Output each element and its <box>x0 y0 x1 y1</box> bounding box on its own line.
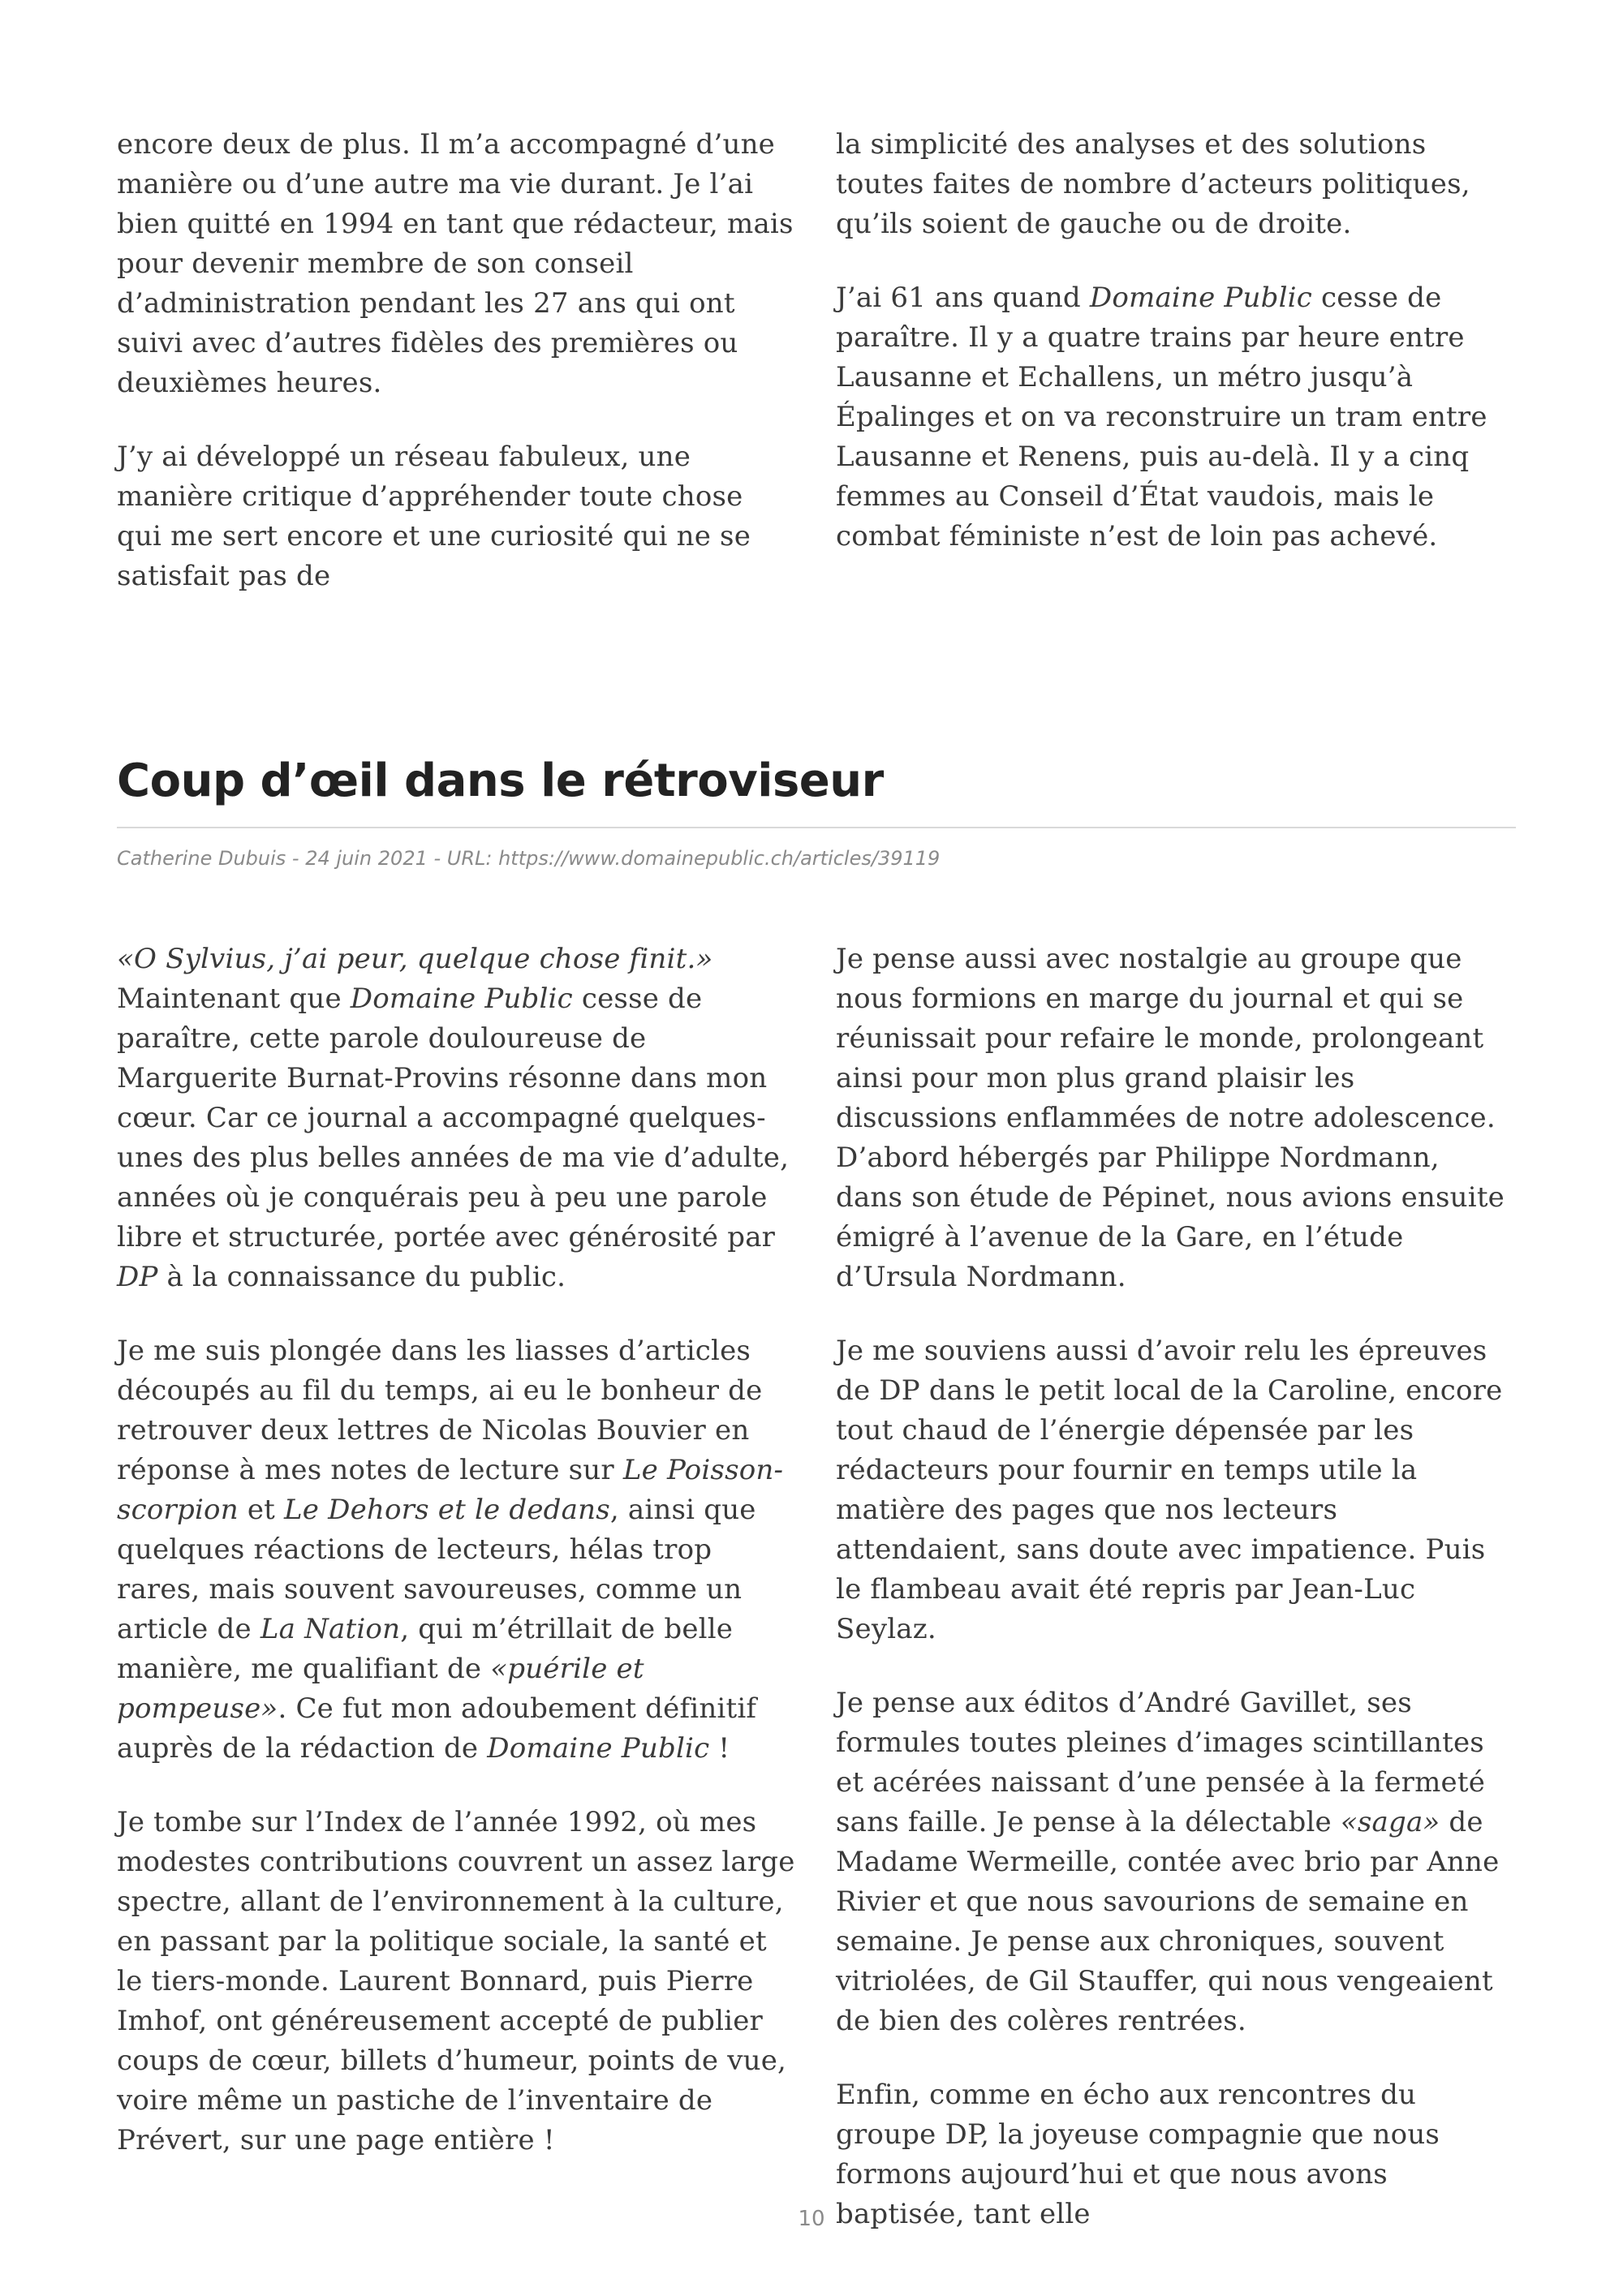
paragraph: J’ai 61 ans quand Domaine Public cesse de paraître. Il y a quatre trains par heure entre Lausanne et Echallens, un métro jusqu’à Épalinges et on va reconstruire un tram entre Lausanne et Renens, puis au-delà. Il y a cinq femmes au Conseil d’État vaudois, mais le combat féministe n’est de loin pas achevé. <box>836 282 1487 553</box>
paragraph: Je tombe sur l’Index de l’année 1992, où mes modestes contributions couvrent un assez large spectre, allant de l’environnement à la culture, en passant par la politique sociale, la santé et le tiers-monde. Laurent Bonnard, puis Pierre Imhof, ont généreusement accepté de publier coups de cœur, billets d’humeur, points de vue, voire même un pastiche de l’inventaire de Prévert, sur une page entière ! <box>117 1806 795 2156</box>
title-divider <box>117 827 1516 828</box>
paragraph: la simplicité des analyses et des solutions toutes faites de nombre d’acteurs politiques, qu’ils soient de gauche ou de droite. <box>836 128 1470 240</box>
article-left-column <box>117 939 795 2161</box>
paragraph: encore deux de plus. Il m’a accompagné d’une manière ou d’une autre ma vie durant. Je l’ai bien quitté en 1994 en tant que rédacteur, mais pour devenir membre de son conseil d’administration pendant les 27 ans qui ont suivi avec d’autres fidèles des premières ou deuxièmes heures. <box>117 128 794 399</box>
paragraph: Je pense aux éditos d’André Gavillet, ses formules toutes pleines d’images scintillantes et acérées naissant d’une pensée à la fermeté sans faille. Je pense à la délectable «saga» de Madame Wermeille, contée avec brio par Anne Rivier et que nous savourions de semaine en semaine. Je pense aux chroniques, souvent vitriolées, de Gil Stauffer, qui nous vengeaient de bien des colères rentrées. <box>836 1687 1500 2037</box>
page-number: 10 <box>798 2207 825 2231</box>
paragraph: Je pense aussi avec nostalgie au groupe que nous formions en marge du journal et qui se réunissait pour refaire le monde, prolongeant ainsi pour mon plus grand plaisir les discussions enflammées de notre adolescence. D’abord hébergés par Philippe Nordmann, dans son étude de Pépinet, nous avions ensuite émigré à l’avenue de la Gare, en l’étude d’Ursula Nordmann. <box>836 943 1505 1293</box>
paragraph: Je me souviens aussi d’avoir relu les épreuves de DP dans le petit local de la Caroline, encore tout chaud de l’énergie dépensée par les rédacteurs pour fournir en temps utile la matière des pages que nos lecteurs attendaient, sans doute avec impatience. Puis le flambeau avait été repris par Jean-Luc Seylaz. <box>836 1335 1503 1645</box>
article-title: Coup d’œil dans le rétroviseur <box>117 755 884 807</box>
prev-article-left-column <box>117 125 795 596</box>
paragraph: Je me suis plongée dans les liasses d’articles découpés au fil du temps, ai eu le bonheur de retrouver deux lettres de Nicolas Bouvier en réponse à mes notes de lecture sur Le Poisson-scorpion et Le Dehors et le dedans, ainsi que quelques réactions de lecteurs, hélas trop rares, mais souvent savoureuses, comme un article de La Nation, qui m’étrillait de belle manière, me qualifiant de «puérile et pompeuse». Ce fut mon adoubement définitif auprès de la rédaction de Domaine Public ! <box>117 1335 784 1765</box>
article-byline: Catherine Dubuis - 24 juin 2021 - URL: https://www.domainepublic.ch/articles/39119 <box>117 847 941 870</box>
paragraph: «O Sylvius, j’ai peur, quelque chose finit.» Maintenant que Domaine Public cesse de paraître, cette parole douloureuse de Marguerite Burnat-Provins résonne dans mon cœur. Car ce journal a accompagné quelques-unes des plus belles années de ma vie d’adulte, années où je conquérais peu à peu une parole libre et structurée, portée avec générosité par DP à la connaissance du public. <box>117 943 790 1293</box>
paragraph: J’y ai développé un réseau fabuleux, une manière critique d’appréhender toute chose qui me sert encore et une curiosité qui ne se satisfait pas de <box>117 441 751 592</box>
journal-name: Domaine Public <box>1089 282 1312 314</box>
prev-article-right-column <box>836 125 1514 557</box>
quote: «O Sylvius, j’ai peur, quelque chose finit.» <box>117 943 713 975</box>
paragraph: Enfin, comme en écho aux rencontres du groupe DP, la joyeuse compagnie que nous formons aujourd’hui et que nous avons baptisée, tant elle <box>836 2079 1440 2230</box>
article-right-column <box>836 939 1514 2234</box>
